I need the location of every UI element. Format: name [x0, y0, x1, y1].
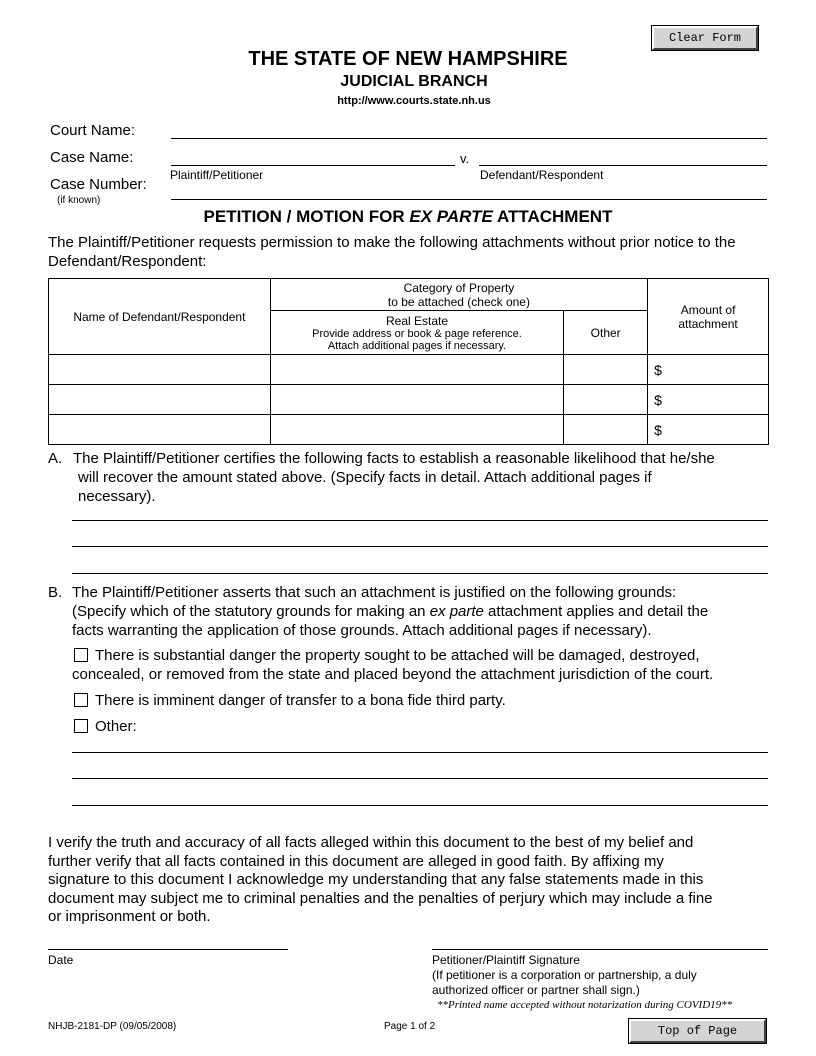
danger-option-line1: There is substantial danger the property sought to be attached will be damaged, destroyed,: [95, 647, 700, 664]
other-option: Other:: [95, 718, 137, 735]
case-number-field[interactable]: [171, 199, 767, 200]
clear-form-button[interactable]: Clear Form: [652, 26, 758, 50]
verification-text: I verify the truth and accuracy of all facts alleged within this document to the best of my belief and further verify that all facts contained in this document are alleged in good faith. By affixing my signature to this document I acknowledge my understanding that any false statements made in this document may subject me to criminal penalties and the penalties of perjury which may include a fine or imprisonment or both.: [48, 834, 713, 925]
other-checkbox[interactable]: [74, 719, 88, 733]
court-name-label: Court Name:: [50, 122, 136, 139]
covid-note: **Printed name accepted without notarization during COVID19**: [437, 999, 733, 1011]
if-known-label: (if known): [57, 195, 101, 206]
amount-cell[interactable]: $: [648, 385, 769, 415]
other-cell[interactable]: [564, 355, 648, 385]
grounds-line-1[interactable]: [72, 752, 768, 753]
section-a-marker: A.: [48, 450, 63, 467]
plaintiff-label: Plaintiff/Petitioner: [170, 168, 264, 182]
court-url: http://www.courts.state.nh.us: [337, 95, 491, 107]
section-b-marker: B.: [48, 584, 63, 601]
section-b-text: The Plaintiff/Petitioner asserts that such an attachment is justified on the following grounds: (Specify which of the statutory grounds for making an ex parte attachment applies and detail the facts warranting the application of those grounds. Attach additional pages if necessary).: [72, 584, 709, 639]
case-number-label: Case Number:: [50, 176, 147, 193]
name-cell[interactable]: [49, 355, 271, 385]
signature-note-line1: (If petitioner is a corporation or partnership, a duly: [432, 968, 697, 982]
signature-label: Petitioner/Plaintiff Signature: [432, 953, 580, 967]
danger-option-line2: concealed, or removed from the state and placed beyond the attachment jurisdiction of the court.: [72, 666, 714, 683]
transfer-option: There is imminent danger of transfer to a bona fide third party.: [95, 692, 506, 709]
real-estate-cell[interactable]: [270, 355, 563, 385]
form-title: PETITION / MOTION FOR EX PARTE ATTACHMENT: [203, 207, 613, 226]
col-header-name: Name of Defendant/Respondent: [49, 279, 271, 355]
facts-line-2[interactable]: [72, 546, 768, 547]
table-row: [49, 385, 769, 415]
col-header-amount: Amount of attachment: [648, 279, 769, 355]
intro-text: The Plaintiff/Petitioner requests permission to make the following attachments without prior notice to the Defendant/Respondent:: [48, 234, 736, 270]
facts-line-3[interactable]: [72, 573, 768, 574]
grounds-line-2[interactable]: [72, 778, 768, 779]
top-of-page-button[interactable]: Top of Page: [629, 1019, 766, 1043]
danger-checkbox[interactable]: [74, 648, 88, 662]
state-title: THE STATE OF NEW HAMPSHIRE: [248, 48, 568, 70]
attachment-table: [48, 278, 769, 445]
defendant-field[interactable]: [479, 165, 767, 166]
versus-label: v.: [460, 151, 470, 166]
col-header-other: Other: [564, 311, 648, 355]
amount-cell[interactable]: $: [648, 355, 769, 385]
signature-field[interactable]: [432, 949, 768, 950]
name-cell[interactable]: [49, 415, 271, 445]
other-cell[interactable]: [564, 385, 648, 415]
facts-line-1[interactable]: [72, 520, 768, 521]
grounds-line-3[interactable]: [72, 805, 768, 806]
amount-cell[interactable]: $: [648, 415, 769, 445]
other-cell[interactable]: [564, 415, 648, 445]
col-header-category: Category of Property to be attached (check one): [270, 279, 647, 311]
defendant-label: Defendant/Respondent: [480, 168, 604, 182]
date-label: Date: [48, 953, 74, 967]
table-row: [49, 355, 769, 385]
date-field[interactable]: [48, 949, 288, 950]
signature-note-line2: authorized officer or partner shall sign.): [432, 983, 640, 997]
table-row: [49, 415, 769, 445]
page-number: Page 1 of 2: [384, 1021, 436, 1032]
real-estate-cell[interactable]: [270, 385, 563, 415]
real-estate-cell[interactable]: [270, 415, 563, 445]
form-id: NHJB-2181-DP (09/05/2008): [48, 1021, 177, 1032]
name-cell[interactable]: [49, 385, 271, 415]
court-name-field[interactable]: [171, 138, 767, 139]
branch-title: JUDICIAL BRANCH: [340, 73, 488, 90]
plaintiff-field[interactable]: [171, 165, 455, 166]
section-a-text: The Plaintiff/Petitioner certifies the following facts to establish a reasonable likelihood that he/she will recover the amount stated above. (Specify facts in detail. Attach additional pages if necessary).: [73, 450, 715, 505]
transfer-checkbox[interactable]: [74, 693, 88, 707]
col-header-real-estate: Real Estate Provide address or book & page reference. Attach additional pages if necessary.: [270, 311, 563, 355]
case-name-label: Case Name:: [50, 149, 134, 166]
